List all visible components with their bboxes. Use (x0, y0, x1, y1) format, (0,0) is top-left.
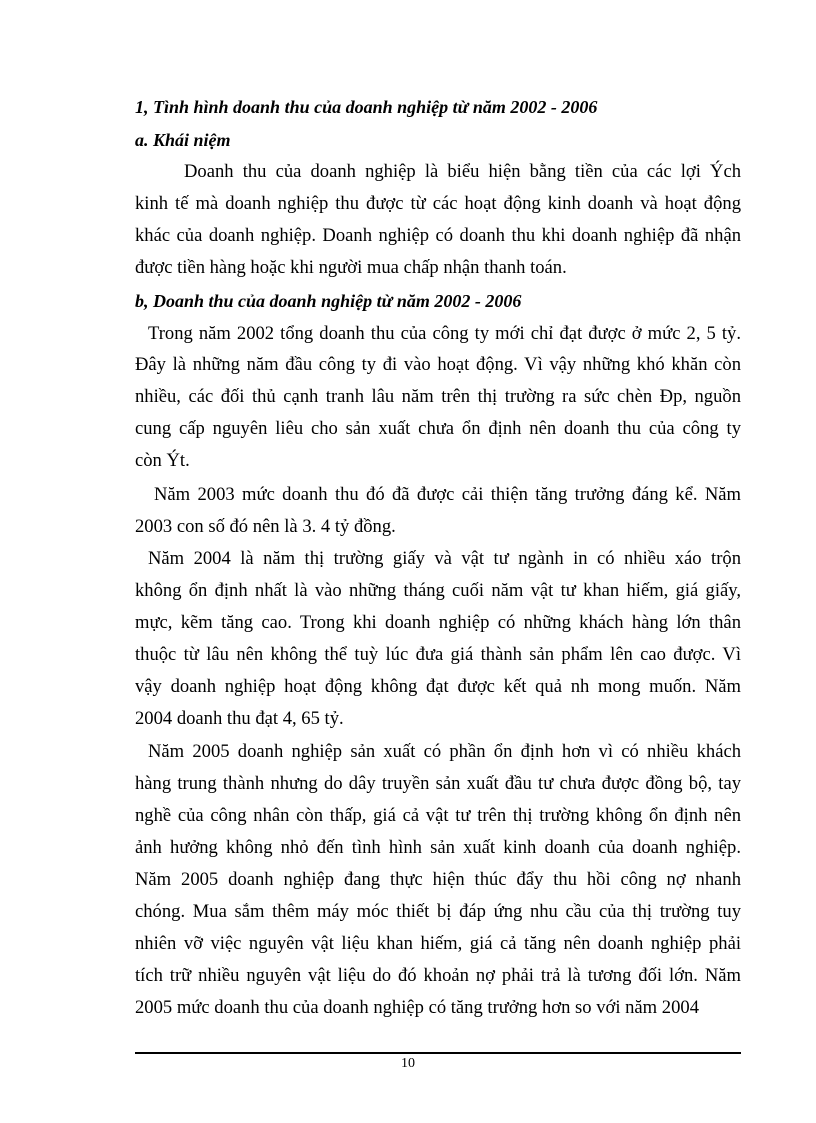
paragraph-line: chóng. Mua sắm thêm máy móc thiết bị đáp ứng nhu cầu của thị trường tuy (135, 901, 741, 922)
paragraph-line: Năm 2004 là năm thị trường giấy và vật tư ngành in có nhiều xáo trộn (148, 548, 741, 569)
paragraph-line: còn Ýt. (135, 450, 190, 471)
paragraph-line: hàng trung thành nhưng do dây truyền sản xuất đầu tư chưa được đồng bộ, tay (135, 773, 741, 794)
paragraph-line: vậy doanh nghiệp hoạt động không đạt được kết quả nh mong muốn. Năm (135, 676, 741, 697)
section-title: 1, Tình hình doanh thu của doanh nghiệp từ năm 2002 - 2006 (135, 97, 598, 117)
paragraph-line: mực, kẽm tăng cao. Trong khi doanh nghiệp có những khách hàng lớn thân (135, 612, 741, 633)
subsection-a-title: a. Khái niệm (135, 130, 231, 150)
paragraph-line: kinh tế mà doanh nghiệp thu được từ các hoạt động kinh doanh và hoạt động (135, 193, 741, 214)
paragraph-line: được tiền hàng hoặc khi người mua chấp nhận thanh toán. (135, 257, 567, 278)
paragraph-line: 2005 mức doanh thu của doanh nghiệp có tăng trưởng hơn so với năm 2004 (135, 997, 699, 1018)
paragraph-line: Năm 2005 doanh nghiệp sản xuất có phần ổn định hơn vì có nhiều khách (148, 741, 741, 762)
paragraph-line: thuộc từ lâu nên không thể tuỳ lúc đưa giá thành sản phẩm lên cao được. Vì (135, 644, 741, 665)
paragraph-line: 2004 doanh thu đạt 4, 65 tỷ. (135, 708, 344, 729)
paragraph-line: Doanh thu của doanh nghiệp là biểu hiện bằng tiền của các lợi Ých (184, 161, 741, 182)
paragraph-line: tích trữ nhiều nguyên vật liệu do đó khoản nợ phải trả là tương đối lớn. Năm (135, 965, 741, 986)
paragraph-line: ảnh hưởng không nhỏ đến tình hình sản xuất kinh doanh của doanh nghiệp. (135, 837, 741, 858)
paragraph-line: Năm 2005 doanh nghiệp đang thực hiện thúc đẩy thu hồi công nợ nhanh (135, 869, 741, 890)
page-number: 10 (401, 1056, 415, 1071)
paragraph-line: nhiên vỡ việc nguyên vật liệu khan hiếm, giá cả tăng nên doanh nghiệp phải (135, 933, 741, 954)
paragraph-line: khác của doanh nghiệp. Doanh nghiệp có doanh thu khi doanh nghiệp đã nhận (135, 225, 741, 246)
paragraph-line: Đây là những năm đầu công ty đi vào hoạt động. Vì vậy những khó khăn còn (135, 354, 741, 375)
subsection-b-title: b, Doanh thu của doanh nghiệp từ năm 2002 - 2006 (135, 291, 522, 311)
paragraph-line: cung cấp nguyên liêu cho sản xuất chưa ổn định nên doanh thu của công ty (135, 418, 741, 439)
paragraph-line: Năm 2003 mức doanh thu đó đã được cải thiện tăng trưởng đáng kể. Năm (154, 484, 741, 505)
paragraph-line: nghề của công nhân còn thấp, giá cả vật tư trên thị trường không ổn định nên (135, 805, 741, 826)
paragraph-line: không ổn định nhất là vào những tháng cuối năm vật tư khan hiếm, giá giấy, (135, 580, 741, 601)
paragraph-line: nhiều, các đối thủ cạnh tranh lâu năm trên thị trường ra sức chèn Ðp, nguồn (135, 386, 741, 407)
footer-divider (135, 1052, 741, 1054)
paragraph-line: Trong năm 2002 tổng doanh thu của công ty mới chỉ đạt được ở mức 2, 5 tỷ. (148, 323, 741, 344)
paragraph-line: 2003 con số đó nên là 3. 4 tỷ đồng. (135, 516, 396, 537)
